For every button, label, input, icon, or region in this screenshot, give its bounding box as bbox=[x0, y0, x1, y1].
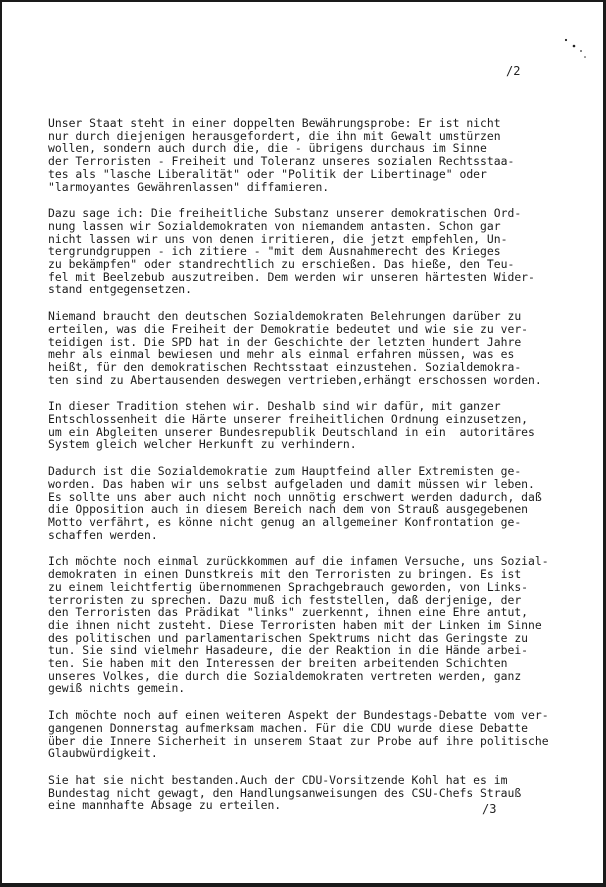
paragraph bbox=[48, 555, 568, 695]
text-line: terroristen zu sprechen. Dazu muß ich feststellen, daß derjenige, der bbox=[48, 592, 522, 607]
document-body bbox=[48, 117, 568, 826]
text-line: des politischen und parlamentarischen Spektrums nicht das Geringste zu bbox=[48, 630, 529, 645]
text-line: mehr als einmal bewiesen und mehr als einmal erfahren müssen, was es bbox=[48, 347, 515, 362]
text-line: Bundestag nicht gewagt, den Handlungsanweisungen des CSU-Chefs Strauß bbox=[48, 785, 522, 800]
text-line: "larmoyantes Gewährenlassen" diffamieren. bbox=[48, 179, 330, 194]
text-line: tergrundgruppen - ich zitiere - "mit dem Ausnahmerecht des Krieges bbox=[48, 244, 501, 259]
text-line: eine mannhafte Absage zu erteilen. bbox=[48, 798, 282, 813]
text-line: erteilen, was die Freiheit der Demokratie bedeutet und wie sie zu ver- bbox=[48, 321, 529, 336]
text-line: Unser Staat steht in einer doppelten Bewährungsprobe: Er ist nicht bbox=[48, 116, 501, 130]
scan-specks bbox=[560, 36, 590, 66]
text-line: gangenen Donnerstag aufmerksam machen. Für die CDU wurde diese Debatte bbox=[48, 720, 529, 735]
text-line: unseres Volkes, die durch die Sozialdemokraten vertreten werden, ganz bbox=[48, 668, 522, 683]
text-line: den Terroristen das Prädikat "links" zuerkennt, ihnen eine Ehre antut, bbox=[48, 605, 529, 620]
paragraph bbox=[48, 207, 568, 296]
paragraph bbox=[48, 310, 568, 386]
text-line: schaffen werden. bbox=[48, 527, 158, 542]
text-line: teidigen ist. Die SPD hat in der Geschichte der letzten hundert Jahre bbox=[48, 334, 522, 349]
text-line: zu bekämpfen" oder standrechtlich zu erschießen. Das hieße, den Teu- bbox=[48, 257, 515, 272]
text-line: Ich möchte noch einmal zurückkommen auf die infamen Versuche, uns Sozial- bbox=[48, 554, 549, 569]
text-line: Dazu sage ich: Die freiheitliche Substanz unserer demokratischen Ord- bbox=[48, 206, 522, 221]
text-line: Dadurch ist die Sozialdemokratie zum Hauptfeind aller Extremisten ge- bbox=[48, 464, 522, 479]
text-line: nur durch diejenigen herausgefordert, die ihn mit Gewalt umstürzen bbox=[48, 128, 501, 143]
text-line: Entschlossenheit die Härte unserer freiheitlichen Ordnung einzusetzen, bbox=[48, 412, 529, 427]
scan-edge-bottom bbox=[0, 883, 606, 887]
paragraph bbox=[48, 400, 568, 451]
text-line: zu einem leichtfertig übernommenen Sprachgebrauch geworden, von Links- bbox=[48, 579, 529, 594]
page-marker-top: /2 bbox=[506, 64, 521, 78]
text-line: über die Innere Sicherheit in unserem Staat zur Probe auf ihre politische bbox=[48, 733, 549, 748]
page-marker-bottom: /3 bbox=[482, 802, 497, 816]
paragraph bbox=[48, 117, 568, 193]
text-line: um ein Abgleiten unserer Bundesrepublik Deutschland in ein autoritäres bbox=[48, 424, 535, 439]
text-line: Sie hat sie nicht bestanden.Auch der CDU-Vorsitzende Kohl hat es im bbox=[48, 772, 508, 787]
text-line: wollen, sondern auch durch die, die - übrigens durchaus im Sinne bbox=[48, 141, 487, 156]
text-line: die ihnen nicht zusteht. Diese Terroristen haben mit der Linken im Sinne bbox=[48, 617, 542, 632]
text-line: Niemand braucht den deutschen Sozialdemokraten Belehrungen darüber zu bbox=[48, 309, 522, 324]
text-line: tun. Sie sind vielmehr Hasadeure, die der Reaktion in die Hände arbei- bbox=[48, 643, 529, 658]
text-line: heißt, für den demokratischen Rechtsstaat einzustehen. Sozialdemokra- bbox=[48, 359, 522, 374]
text-line: ten. Sie haben mit den Interessen der breiten arbeitenden Schichten bbox=[48, 656, 508, 671]
text-line: Ich möchte noch auf einen weiteren Aspekt der Bundestags-Debatte vom ver- bbox=[48, 708, 549, 723]
text-line: worden. Das haben wir uns selbst aufgeladen und damit müssen wir leben. bbox=[48, 476, 535, 491]
text-line: der Terroristen - Freiheit und Toleranz unseres sozialen Rechtsstaa- bbox=[48, 154, 515, 169]
scan-edge-top bbox=[0, 0, 606, 2]
text-line: fel mit Beelzebub auszutreiben. Dem werden wir unseren härtesten Wider- bbox=[48, 269, 535, 284]
text-line: die Opposition auch in diesem Bereich nach dem von Strauß ausgegebenen bbox=[48, 502, 529, 517]
text-line: System gleich welcher Herkunft zu verhindern. bbox=[48, 437, 357, 452]
paragraph bbox=[48, 465, 568, 541]
text-line: Es sollte uns aber auch nicht noch unnötig erschwert werden dadurch, daß bbox=[48, 489, 542, 504]
text-line: tes als "lasche Liberalität" oder "Politik der Libertinage" oder bbox=[48, 166, 487, 181]
scan-edge-left bbox=[0, 0, 2, 887]
text-line: gewiß nichts gemein. bbox=[48, 681, 186, 696]
text-line: ten sind zu Abertausenden deswegen vertrieben,erhängt erschossen worden. bbox=[48, 372, 542, 387]
text-line: nung lassen wir Sozialdemokraten von niemandem antasten. Schon gar bbox=[48, 218, 501, 233]
text-line: Glaubwürdigkeit. bbox=[48, 746, 158, 761]
text-line: nicht lassen wir uns von denen irritieren, die jetzt empfehlen, Un- bbox=[48, 231, 508, 246]
text-line: In dieser Tradition stehen wir. Deshalb sind wir dafür, mit ganzer bbox=[48, 399, 501, 414]
text-line: demokraten in einen Dunstkreis mit den Terroristen zu bringen. Es ist bbox=[48, 567, 522, 582]
text-line: stand entgegensetzen. bbox=[48, 282, 193, 297]
text-line: Motto verfährt, es könne nicht genug an allgemeiner Konfrontation ge- bbox=[48, 514, 522, 529]
paragraph bbox=[48, 709, 568, 760]
